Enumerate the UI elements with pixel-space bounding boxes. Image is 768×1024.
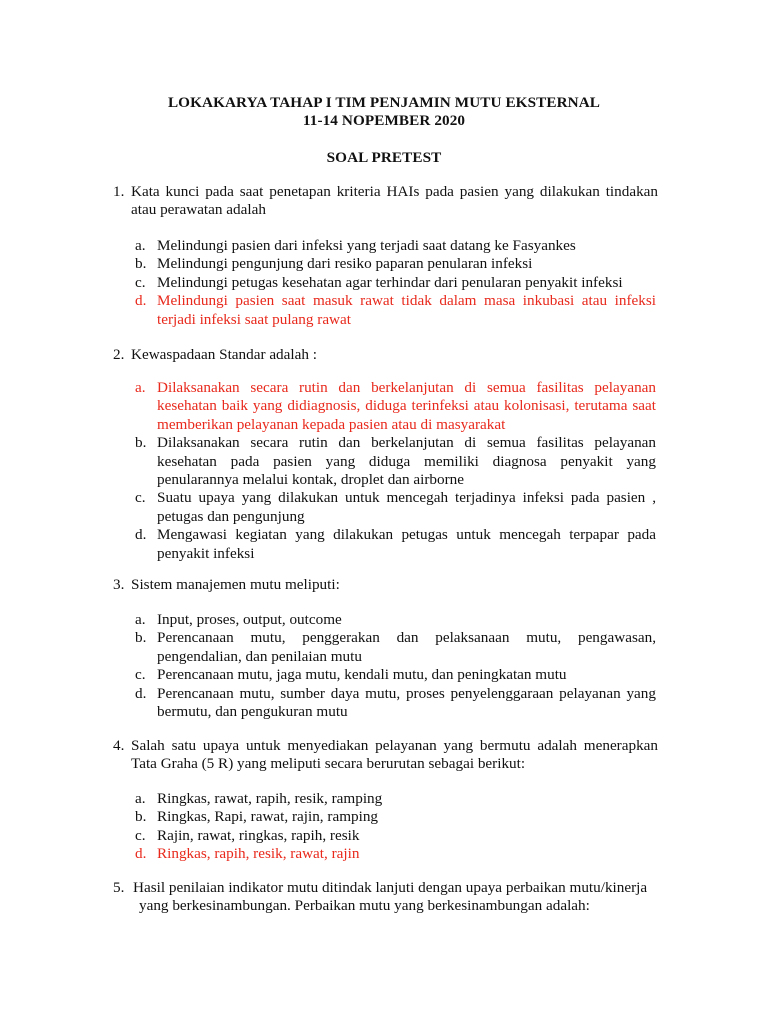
- option-d-answer: [135, 292, 656, 329]
- question-text: Salah satu upaya untuk menyediakan pelayanan yang bermutu adalah menerapkan Tata Graha (5 R) yang meliputi secara berurutan sebagai berikut:: [131, 737, 658, 773]
- option-letter: d.: [135, 845, 147, 863]
- option-c: [135, 274, 656, 292]
- question-1-options: [135, 237, 656, 329]
- option-letter: b.: [135, 434, 147, 452]
- question-1: [113, 183, 658, 220]
- question-number: 4.: [113, 737, 125, 754]
- question-number: 3.: [113, 576, 125, 593]
- option-text: Ringkas, rapih, resik, rawat, rajin: [157, 845, 360, 863]
- question-number: 1.: [113, 183, 125, 200]
- option-d: [135, 526, 656, 563]
- option-text: Melindungi pasien saat masuk rawat tidak dalam masa inkubasi atau infeksi terjadi infeksi saat pulang rawat: [157, 292, 656, 328]
- question-number: 2.: [113, 346, 125, 363]
- option-a: [135, 237, 656, 255]
- question-text: Kata kunci pada saat penetapan kriteria HAIs pada pasien yang dilakukan tindakan atau perawatan adalah: [131, 183, 658, 219]
- section-title: SOAL PRETEST: [326, 149, 442, 166]
- header-title: LOKAKARYA TAHAP I TIM PENJAMIN MUTU EKSTERNAL: [167, 94, 601, 111]
- option-a: [135, 790, 656, 808]
- option-text: Perencanaan mutu, sumber daya mutu, proses penyelenggaraan pelayanan yang bermutu, dan pengukuran mutu: [157, 684, 656, 721]
- question-text: Kewaspadaan Standar adalah :: [131, 346, 317, 363]
- option-letter: d.: [135, 684, 147, 702]
- option-b: [135, 434, 656, 489]
- option-a: [135, 611, 656, 629]
- option-letter: b.: [135, 808, 147, 826]
- question-text-line-1: Hasil penilaian indikator mutu ditindak lanjuti dengan upaya perbaikan mutu/kinerja: [133, 879, 648, 896]
- option-letter: c.: [135, 273, 146, 291]
- question-3-options: [135, 611, 656, 721]
- question-text: [113, 879, 658, 916]
- option-letter: d.: [135, 292, 147, 310]
- question-2: [113, 346, 658, 364]
- option-d-answer: [135, 845, 656, 863]
- option-text: Mengawasi kegiatan yang dilakukan petugas untuk mencegah terpapar pada penyakit infeksi: [157, 526, 656, 562]
- option-letter: c.: [135, 489, 146, 507]
- option-letter: a.: [135, 790, 146, 807]
- question-3: [113, 576, 658, 594]
- option-b: [135, 255, 656, 273]
- option-letter: c.: [135, 666, 146, 684]
- option-letter: a.: [135, 237, 146, 254]
- option-text: Melindungi pasien dari infeksi yang terjadi saat datang ke Fasyankes: [157, 237, 576, 254]
- option-text: Suatu upaya yang dilakukan untuk mencegah terjadinya infeksi pada pasien , petugas dan pengunjung: [157, 489, 656, 525]
- question-2-options: [135, 379, 656, 563]
- option-b: [135, 808, 656, 826]
- option-letter: d.: [135, 526, 147, 544]
- header-date: 11-14 NOPEMBER 2020: [302, 112, 466, 129]
- option-text: Rajin, rawat, ringkas, rapih, resik: [157, 826, 360, 844]
- question-5: [113, 879, 658, 916]
- option-letter: a.: [135, 379, 146, 396]
- option-letter: a.: [135, 611, 146, 628]
- option-b: [135, 629, 656, 666]
- question-4: [113, 737, 658, 774]
- option-letter: b.: [135, 255, 147, 273]
- question-4-options: [135, 790, 656, 864]
- option-c: [135, 666, 656, 684]
- option-text: Input, proses, output, outcome: [157, 611, 342, 628]
- option-c: [135, 827, 656, 845]
- option-text: Dilaksanakan secara rutin dan berkelanjutan di semua fasilitas pelayanan kesehatan pada pasien yang diduga memiliki diagnosa penyakit yang penularannya melalui kontak, droplet dan airborne: [157, 434, 656, 489]
- option-d: [135, 685, 656, 722]
- option-text: Perencanaan mutu, penggerakan dan pelaksanaan mutu, pengawasan, pengendalian, dan penilaian mutu: [157, 629, 656, 665]
- option-text: Melindungi petugas kesehatan agar terhindar dari penularan penyakit infeksi: [157, 273, 623, 291]
- question-text-line-2: yang berkesinambungan. Perbaikan mutu yang berkesinambungan adalah:: [139, 897, 590, 915]
- option-text: Perencanaan mutu, jaga mutu, kendali mutu, dan peningkatan mutu: [157, 666, 567, 684]
- question-text: Sistem manajemen mutu meliputi:: [131, 576, 340, 593]
- option-text: Ringkas, rawat, rapih, resik, ramping: [157, 790, 383, 807]
- option-text: Melindungi pengunjung dari resiko paparan penularan infeksi: [157, 255, 533, 273]
- option-a-answer: [135, 379, 656, 434]
- question-number: 5.: [113, 879, 125, 896]
- option-letter: b.: [135, 629, 147, 647]
- option-c: [135, 489, 656, 526]
- option-letter: c.: [135, 826, 146, 844]
- option-text: Dilaksanakan secara rutin dan berkelanjutan di semua fasilitas pelayanan kesehatan baik yang didiagnosis, diduga terinfeksi atau kolonisasi, terutama saat memberikan pelayanan kepada pasien atau di masyarakat: [157, 379, 656, 433]
- option-text: Ringkas, Rapi, rawat, rajin, ramping: [157, 808, 379, 826]
